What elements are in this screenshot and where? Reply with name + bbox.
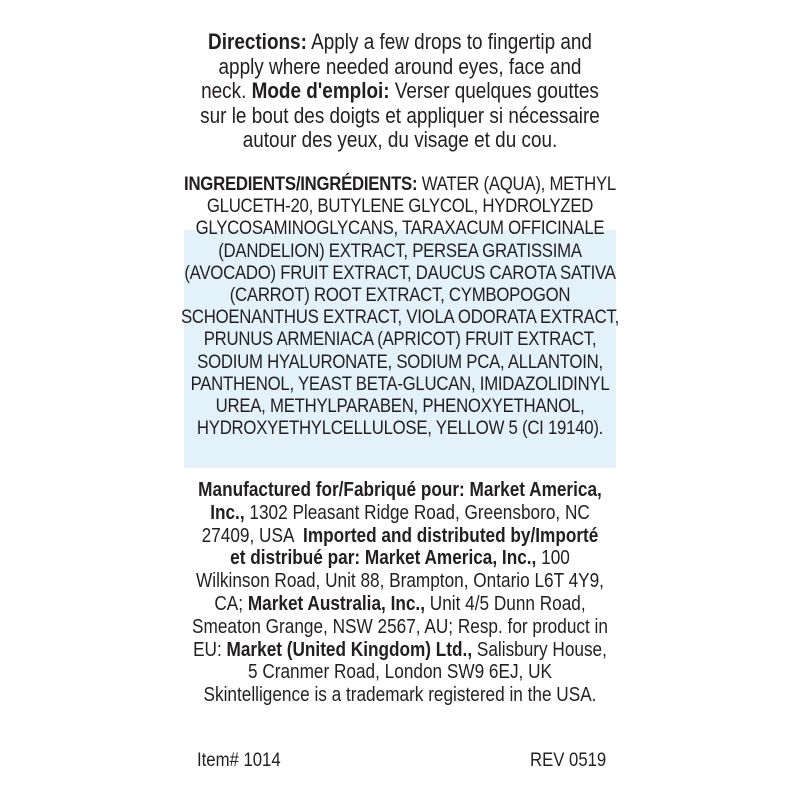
ingredients-section xyxy=(56,173,744,439)
directions-line-5: autour des yeux, du visage et du cou. xyxy=(242,127,558,152)
ingredients-line: (AVOCADO) FRUIT EXTRACT, DAUCUS CAROTA SATIVA xyxy=(184,261,616,284)
ingredients-line: (CARROT) ROOT EXTRACT, CYMBOPOGON xyxy=(229,284,571,307)
ingredients-line: SODIUM HYALURONATE, SODIUM PCA, ALLANTOIN, xyxy=(197,350,603,373)
manufacturer-line-9: 5 Cranmer Road, London SW9 6EJ, UK xyxy=(247,661,553,684)
item-number: Item# 1014 xyxy=(197,750,281,771)
manufacturer-line-6: CA; Market Australia, Inc., Unit 4/5 Dunn Road, xyxy=(214,592,586,615)
ingredients-heading: INGREDIENTS/INGRÉDIENTS: xyxy=(184,173,418,195)
ingredients-line: PRUNUS ARMENIACA (APRICOT) FRUIT EXTRACT, xyxy=(203,328,597,351)
ingredients-line-1: INGREDIENTS/INGRÉDIENTS: WATER (AQUA), METHYL xyxy=(184,173,616,195)
manufacturer-line-2: Inc., 1302 Pleasant Ridge Road, Greensboro, NC xyxy=(210,501,590,524)
ingredients-line: PANTHENOL, YEAST BETA-GLUCAN, IMIDAZOLIDINYL xyxy=(190,372,610,395)
manufacturer-line-8: EU: Market (United Kingdom) Ltd., Salisbury House, xyxy=(193,638,607,661)
directions-line-3: neck. Mode d'emploi: Verser quelques gouttes xyxy=(201,78,599,103)
directions-section xyxy=(56,30,744,153)
ingredients-line: (DANDELION) EXTRACT, PERSEA GRATISSIMA xyxy=(218,239,582,262)
trademark-notice: Skintelligence is a trademark registered in the USA. xyxy=(203,684,597,707)
manufacturer-line-4: et distribué par: Market America, Inc., 100 xyxy=(230,547,570,570)
mode-emploi-heading: Mode d'emploi: xyxy=(251,78,390,103)
manufacturer-line-5: Wilkinson Road, Unit 88, Brampton, Ontario L6T 4Y9, xyxy=(196,570,604,593)
directions-heading: Directions: xyxy=(208,29,307,54)
ingredients-line: UREA, METHYLPARABEN, PHENOXYETHANOL, xyxy=(215,395,585,418)
manufacturer-line-1: Manufactured for/Fabriqué pour: Market America, xyxy=(198,479,602,501)
directions-line-2: apply where needed around eyes, face and xyxy=(218,53,582,79)
manufacturer-line-3: 27409, USA Imported and distributed by/Importé xyxy=(201,524,599,547)
directions-line-1: Directions: Apply a few drops to fingertip and xyxy=(208,29,592,54)
directions-line-4: sur le bout des doigts et appliquer si nécessaire xyxy=(200,102,600,128)
manufacturer-section xyxy=(56,479,744,707)
revision-code: REV 0519 xyxy=(530,750,607,771)
ingredients-line: GLYCOSAMINOGLYCANS, TARAXACUM OFFICINALE xyxy=(195,217,605,240)
ingredients-line: GLUCETH-20, BUTYLENE GLYCOL, HYDROLYZED xyxy=(206,195,594,218)
ingredients-line: HYDROXYETHYLCELLULOSE, YELLOW 5 (CI 19140). xyxy=(196,417,604,440)
manufacturer-line-7: Smeaton Grange, NSW 2567, AU; Resp. for product in xyxy=(192,615,608,638)
ingredients-line: SCHOENANTHUS EXTRACT, VIOLA ODORATA EXTRACT, xyxy=(180,306,620,329)
